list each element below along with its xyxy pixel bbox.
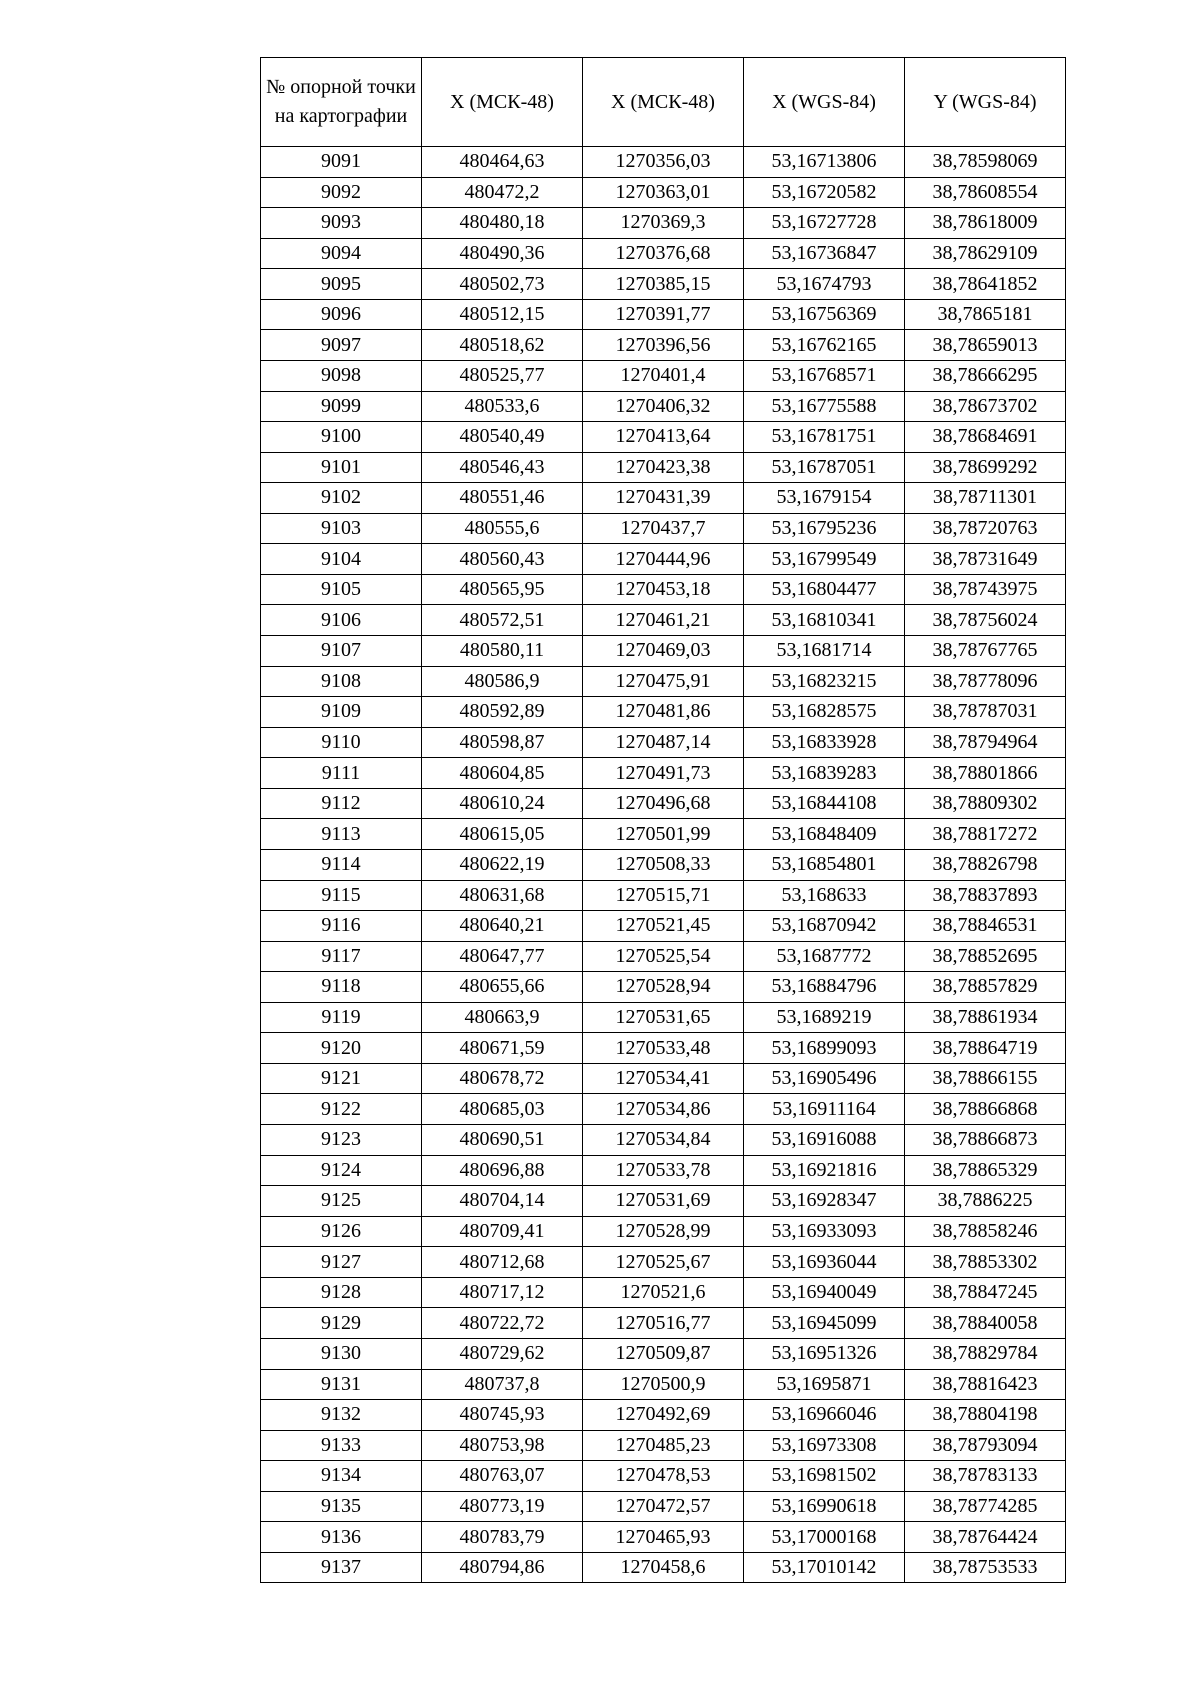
cell-point-number: 9112 [261, 788, 422, 819]
cell-x-msk48: 480671,59 [422, 1033, 583, 1064]
cell-x-msk48-second: 1270492,69 [583, 1400, 744, 1431]
coordinates-table [260, 57, 1066, 1583]
table-row [261, 1369, 1066, 1400]
cell-y-wgs84: 38,78801866 [905, 758, 1066, 789]
cell-x-msk48-second: 1270481,86 [583, 697, 744, 728]
cell-y-wgs84: 38,78641852 [905, 269, 1066, 300]
table-row [261, 1400, 1066, 1431]
table-row [261, 452, 1066, 483]
cell-y-wgs84: 38,78711301 [905, 483, 1066, 514]
cell-point-number: 9129 [261, 1308, 422, 1339]
cell-x-msk48: 480709,41 [422, 1216, 583, 1247]
cell-x-msk48-second: 1270508,33 [583, 849, 744, 880]
header-y-wgs84: Y (WGS-84) [905, 58, 1066, 147]
header-x-msk48: X (МСК-48) [422, 58, 583, 147]
header-point-number: № опорной точки на картографии [261, 58, 422, 147]
table-row [261, 544, 1066, 575]
cell-x-msk48-second: 1270356,03 [583, 147, 744, 178]
cell-x-msk48: 480615,05 [422, 819, 583, 850]
cell-y-wgs84: 38,78857829 [905, 972, 1066, 1003]
cell-y-wgs84: 38,78793094 [905, 1430, 1066, 1461]
table-row [261, 1033, 1066, 1064]
cell-point-number: 9124 [261, 1155, 422, 1186]
table-row [261, 1002, 1066, 1033]
table-row [261, 574, 1066, 605]
cell-x-msk48: 480551,46 [422, 483, 583, 514]
cell-y-wgs84: 38,78817272 [905, 819, 1066, 850]
cell-x-msk48: 480580,11 [422, 636, 583, 667]
table-row [261, 177, 1066, 208]
cell-x-msk48: 480546,43 [422, 452, 583, 483]
cell-point-number: 9135 [261, 1491, 422, 1522]
cell-x-msk48-second: 1270475,91 [583, 666, 744, 697]
cell-x-wgs84: 53,1679154 [744, 483, 905, 514]
cell-x-wgs84: 53,16911164 [744, 1094, 905, 1125]
cell-y-wgs84: 38,78731649 [905, 544, 1066, 575]
cell-x-msk48-second: 1270533,48 [583, 1033, 744, 1064]
table-row [261, 1522, 1066, 1553]
cell-point-number: 9102 [261, 483, 422, 514]
cell-y-wgs84: 38,78866868 [905, 1094, 1066, 1125]
cell-x-msk48-second: 1270525,67 [583, 1247, 744, 1278]
cell-point-number: 9104 [261, 544, 422, 575]
cell-point-number: 9134 [261, 1461, 422, 1492]
cell-y-wgs84: 38,78809302 [905, 788, 1066, 819]
cell-x-msk48: 480685,03 [422, 1094, 583, 1125]
cell-x-msk48-second: 1270521,45 [583, 911, 744, 942]
table-header [261, 58, 1066, 147]
table-row [261, 360, 1066, 391]
cell-y-wgs84: 38,78699292 [905, 452, 1066, 483]
cell-x-wgs84: 53,16945099 [744, 1308, 905, 1339]
cell-x-msk48-second: 1270385,15 [583, 269, 744, 300]
cell-x-msk48-second: 1270528,99 [583, 1216, 744, 1247]
table-row [261, 941, 1066, 972]
cell-point-number: 9121 [261, 1063, 422, 1094]
cell-x-wgs84: 53,16981502 [744, 1461, 905, 1492]
cell-point-number: 9092 [261, 177, 422, 208]
table-row [261, 1094, 1066, 1125]
cell-x-msk48-second: 1270465,93 [583, 1522, 744, 1553]
cell-y-wgs84: 38,78764424 [905, 1522, 1066, 1553]
cell-x-msk48-second: 1270391,77 [583, 299, 744, 330]
table-row [261, 1491, 1066, 1522]
cell-x-msk48-second: 1270496,68 [583, 788, 744, 819]
cell-y-wgs84: 38,78865329 [905, 1155, 1066, 1186]
cell-y-wgs84: 38,78847245 [905, 1277, 1066, 1308]
cell-x-msk48: 480640,21 [422, 911, 583, 942]
table-row [261, 1155, 1066, 1186]
cell-x-msk48: 480690,51 [422, 1125, 583, 1156]
cell-x-wgs84: 53,16810341 [744, 605, 905, 636]
cell-x-msk48-second: 1270453,18 [583, 574, 744, 605]
cell-x-msk48: 480678,72 [422, 1063, 583, 1094]
cell-x-msk48-second: 1270458,6 [583, 1552, 744, 1583]
cell-point-number: 9106 [261, 605, 422, 636]
cell-y-wgs84: 38,78618009 [905, 208, 1066, 239]
cell-x-msk48: 480783,79 [422, 1522, 583, 1553]
cell-x-msk48-second: 1270478,53 [583, 1461, 744, 1492]
cell-x-msk48: 480717,12 [422, 1277, 583, 1308]
cell-point-number: 9118 [261, 972, 422, 1003]
cell-x-wgs84: 53,16736847 [744, 238, 905, 269]
cell-x-wgs84: 53,16940049 [744, 1277, 905, 1308]
cell-x-wgs84: 53,16916088 [744, 1125, 905, 1156]
cell-x-msk48: 480464,63 [422, 147, 583, 178]
cell-x-msk48: 480533,6 [422, 391, 583, 422]
cell-x-msk48: 480540,49 [422, 422, 583, 453]
table-row [261, 1461, 1066, 1492]
cell-y-wgs84: 38,78826798 [905, 849, 1066, 880]
cell-point-number: 9114 [261, 849, 422, 880]
cell-point-number: 9116 [261, 911, 422, 942]
table-row [261, 269, 1066, 300]
cell-point-number: 9119 [261, 1002, 422, 1033]
cell-x-msk48: 480773,19 [422, 1491, 583, 1522]
cell-x-msk48-second: 1270469,03 [583, 636, 744, 667]
table-body [261, 147, 1066, 1583]
table-row [261, 788, 1066, 819]
table-row [261, 1308, 1066, 1339]
cell-point-number: 9127 [261, 1247, 422, 1278]
table-row [261, 299, 1066, 330]
table-row [261, 1277, 1066, 1308]
table-row [261, 605, 1066, 636]
cell-point-number: 9122 [261, 1094, 422, 1125]
cell-x-msk48-second: 1270485,23 [583, 1430, 744, 1461]
cell-x-msk48: 480647,77 [422, 941, 583, 972]
cell-y-wgs84: 38,78659013 [905, 330, 1066, 361]
table-row [261, 1186, 1066, 1217]
cell-y-wgs84: 38,7865181 [905, 299, 1066, 330]
cell-y-wgs84: 38,78787031 [905, 697, 1066, 728]
table-row [261, 1338, 1066, 1369]
cell-x-msk48-second: 1270516,77 [583, 1308, 744, 1339]
cell-y-wgs84: 38,78816423 [905, 1369, 1066, 1400]
cell-y-wgs84: 38,78840058 [905, 1308, 1066, 1339]
cell-point-number: 9136 [261, 1522, 422, 1553]
cell-x-wgs84: 53,16823215 [744, 666, 905, 697]
cell-x-wgs84: 53,16884796 [744, 972, 905, 1003]
cell-x-msk48-second: 1270472,57 [583, 1491, 744, 1522]
table-row [261, 483, 1066, 514]
cell-x-msk48: 480622,19 [422, 849, 583, 880]
cell-y-wgs84: 38,78846531 [905, 911, 1066, 942]
cell-y-wgs84: 38,78673702 [905, 391, 1066, 422]
cell-x-wgs84: 53,16854801 [744, 849, 905, 880]
cell-y-wgs84: 38,78837893 [905, 880, 1066, 911]
cell-x-msk48-second: 1270521,6 [583, 1277, 744, 1308]
cell-x-msk48-second: 1270423,38 [583, 452, 744, 483]
table-row [261, 1125, 1066, 1156]
cell-y-wgs84: 38,78684691 [905, 422, 1066, 453]
cell-x-wgs84: 53,16844108 [744, 788, 905, 819]
cell-x-msk48: 480592,89 [422, 697, 583, 728]
cell-y-wgs84: 38,78852695 [905, 941, 1066, 972]
cell-x-msk48: 480502,73 [422, 269, 583, 300]
cell-x-msk48-second: 1270525,54 [583, 941, 744, 972]
cell-x-msk48: 480472,2 [422, 177, 583, 208]
cell-y-wgs84: 38,78864719 [905, 1033, 1066, 1064]
cell-x-msk48: 480610,24 [422, 788, 583, 819]
cell-point-number: 9126 [261, 1216, 422, 1247]
cell-x-wgs84: 53,16833928 [744, 727, 905, 758]
cell-x-msk48-second: 1270534,84 [583, 1125, 744, 1156]
cell-x-wgs84: 53,16870942 [744, 911, 905, 942]
cell-x-msk48: 480696,88 [422, 1155, 583, 1186]
cell-point-number: 9096 [261, 299, 422, 330]
cell-point-number: 9105 [261, 574, 422, 605]
cell-point-number: 9103 [261, 513, 422, 544]
cell-x-msk48: 480794,86 [422, 1552, 583, 1583]
cell-x-msk48-second: 1270376,68 [583, 238, 744, 269]
cell-x-msk48: 480598,87 [422, 727, 583, 758]
cell-x-msk48-second: 1270500,9 [583, 1369, 744, 1400]
table-row [261, 849, 1066, 880]
table-row [261, 1552, 1066, 1583]
cell-x-wgs84: 53,16973308 [744, 1430, 905, 1461]
table-row [261, 422, 1066, 453]
cell-x-msk48-second: 1270509,87 [583, 1338, 744, 1369]
table-row [261, 819, 1066, 850]
cell-y-wgs84: 38,78629109 [905, 238, 1066, 269]
cell-point-number: 9091 [261, 147, 422, 178]
cell-x-wgs84: 53,16848409 [744, 819, 905, 850]
cell-x-wgs84: 53,1687772 [744, 941, 905, 972]
cell-x-wgs84: 53,16781751 [744, 422, 905, 453]
cell-x-msk48-second: 1270533,78 [583, 1155, 744, 1186]
cell-point-number: 9098 [261, 360, 422, 391]
cell-y-wgs84: 38,78666295 [905, 360, 1066, 391]
cell-x-msk48: 480663,9 [422, 1002, 583, 1033]
cell-point-number: 9131 [261, 1369, 422, 1400]
cell-x-msk48-second: 1270406,32 [583, 391, 744, 422]
cell-x-msk48: 480745,93 [422, 1400, 583, 1431]
cell-x-wgs84: 53,1681714 [744, 636, 905, 667]
cell-point-number: 9108 [261, 666, 422, 697]
cell-point-number: 9115 [261, 880, 422, 911]
cell-x-msk48-second: 1270534,41 [583, 1063, 744, 1094]
cell-x-msk48-second: 1270534,86 [583, 1094, 744, 1125]
cell-y-wgs84: 38,78861934 [905, 1002, 1066, 1033]
cell-x-msk48-second: 1270491,73 [583, 758, 744, 789]
cell-y-wgs84: 38,78866873 [905, 1125, 1066, 1156]
table-row [261, 1216, 1066, 1247]
cell-x-msk48: 480729,62 [422, 1338, 583, 1369]
cell-x-wgs84: 53,16713806 [744, 147, 905, 178]
table-row [261, 238, 1066, 269]
cell-y-wgs84: 38,78743975 [905, 574, 1066, 605]
cell-point-number: 9107 [261, 636, 422, 667]
table-row [261, 208, 1066, 239]
cell-x-msk48: 480518,62 [422, 330, 583, 361]
cell-point-number: 9130 [261, 1338, 422, 1369]
cell-point-number: 9117 [261, 941, 422, 972]
cell-point-number: 9099 [261, 391, 422, 422]
header-x-msk48-second: X (МСК-48) [583, 58, 744, 147]
cell-x-wgs84: 53,16727728 [744, 208, 905, 239]
cell-x-msk48-second: 1270528,94 [583, 972, 744, 1003]
table-row [261, 391, 1066, 422]
cell-x-msk48: 480560,43 [422, 544, 583, 575]
cell-x-wgs84: 53,16768571 [744, 360, 905, 391]
cell-x-wgs84: 53,16720582 [744, 177, 905, 208]
cell-x-wgs84: 53,16804477 [744, 574, 905, 605]
table-row [261, 972, 1066, 1003]
cell-x-wgs84: 53,16787051 [744, 452, 905, 483]
cell-x-wgs84: 53,16990618 [744, 1491, 905, 1522]
header-row [261, 58, 1066, 147]
cell-x-msk48-second: 1270461,21 [583, 605, 744, 636]
cell-x-msk48-second: 1270437,7 [583, 513, 744, 544]
cell-x-msk48: 480712,68 [422, 1247, 583, 1278]
cell-x-wgs84: 53,16795236 [744, 513, 905, 544]
cell-y-wgs84: 38,78858246 [905, 1216, 1066, 1247]
cell-y-wgs84: 38,78794964 [905, 727, 1066, 758]
cell-y-wgs84: 38,78866155 [905, 1063, 1066, 1094]
table-row [261, 636, 1066, 667]
cell-point-number: 9095 [261, 269, 422, 300]
cell-x-wgs84: 53,16966046 [744, 1400, 905, 1431]
cell-x-wgs84: 53,16839283 [744, 758, 905, 789]
cell-x-msk48: 480525,77 [422, 360, 583, 391]
cell-x-wgs84: 53,16762165 [744, 330, 905, 361]
cell-x-wgs84: 53,17010142 [744, 1552, 905, 1583]
table-row [261, 666, 1066, 697]
cell-y-wgs84: 38,78783133 [905, 1461, 1066, 1492]
cell-x-msk48-second: 1270363,01 [583, 177, 744, 208]
cell-x-msk48-second: 1270515,71 [583, 880, 744, 911]
table-row [261, 727, 1066, 758]
table-row [261, 880, 1066, 911]
cell-x-wgs84: 53,16933093 [744, 1216, 905, 1247]
cell-y-wgs84: 38,78778096 [905, 666, 1066, 697]
table-row [261, 1430, 1066, 1461]
cell-y-wgs84: 38,78608554 [905, 177, 1066, 208]
cell-x-msk48-second: 1270487,14 [583, 727, 744, 758]
cell-x-msk48: 480737,8 [422, 1369, 583, 1400]
cell-x-wgs84: 53,16899093 [744, 1033, 905, 1064]
cell-point-number: 9109 [261, 697, 422, 728]
cell-point-number: 9120 [261, 1033, 422, 1064]
cell-y-wgs84: 38,78756024 [905, 605, 1066, 636]
cell-x-msk48: 480655,66 [422, 972, 583, 1003]
cell-x-wgs84: 53,16756369 [744, 299, 905, 330]
cell-x-wgs84: 53,1695871 [744, 1369, 905, 1400]
cell-x-msk48-second: 1270413,64 [583, 422, 744, 453]
cell-x-msk48: 480490,36 [422, 238, 583, 269]
cell-x-msk48: 480763,07 [422, 1461, 583, 1492]
table-row [261, 697, 1066, 728]
cell-point-number: 9093 [261, 208, 422, 239]
cell-point-number: 9094 [261, 238, 422, 269]
cell-point-number: 9111 [261, 758, 422, 789]
cell-x-msk48-second: 1270431,39 [583, 483, 744, 514]
cell-x-msk48: 480722,72 [422, 1308, 583, 1339]
cell-x-wgs84: 53,16921816 [744, 1155, 905, 1186]
cell-x-msk48-second: 1270369,3 [583, 208, 744, 239]
cell-x-msk48-second: 1270444,96 [583, 544, 744, 575]
cell-point-number: 9100 [261, 422, 422, 453]
cell-x-msk48: 480631,68 [422, 880, 583, 911]
cell-point-number: 9125 [261, 1186, 422, 1217]
cell-x-msk48-second: 1270401,4 [583, 360, 744, 391]
cell-point-number: 9101 [261, 452, 422, 483]
cell-x-wgs84: 53,16936044 [744, 1247, 905, 1278]
cell-y-wgs84: 38,78720763 [905, 513, 1066, 544]
cell-y-wgs84: 38,78767765 [905, 636, 1066, 667]
cell-y-wgs84: 38,78753533 [905, 1552, 1066, 1583]
cell-point-number: 9123 [261, 1125, 422, 1156]
cell-point-number: 9110 [261, 727, 422, 758]
cell-x-msk48-second: 1270396,56 [583, 330, 744, 361]
cell-x-msk48-second: 1270501,99 [583, 819, 744, 850]
cell-point-number: 9133 [261, 1430, 422, 1461]
cell-x-msk48: 480586,9 [422, 666, 583, 697]
cell-x-msk48: 480565,95 [422, 574, 583, 605]
cell-x-wgs84: 53,16905496 [744, 1063, 905, 1094]
cell-point-number: 9097 [261, 330, 422, 361]
cell-x-msk48: 480753,98 [422, 1430, 583, 1461]
table-row [261, 1247, 1066, 1278]
cell-point-number: 9137 [261, 1552, 422, 1583]
cell-x-wgs84: 53,168633 [744, 880, 905, 911]
table-row [261, 513, 1066, 544]
table-row [261, 1063, 1066, 1094]
cell-x-msk48: 480604,85 [422, 758, 583, 789]
cell-x-msk48: 480572,51 [422, 605, 583, 636]
cell-x-msk48: 480704,14 [422, 1186, 583, 1217]
table-row [261, 330, 1066, 361]
cell-x-wgs84: 53,1689219 [744, 1002, 905, 1033]
cell-y-wgs84: 38,78774285 [905, 1491, 1066, 1522]
cell-point-number: 9128 [261, 1277, 422, 1308]
cell-point-number: 9113 [261, 819, 422, 850]
cell-x-wgs84: 53,16951326 [744, 1338, 905, 1369]
header-x-wgs84: X (WGS-84) [744, 58, 905, 147]
cell-y-wgs84: 38,7886225 [905, 1186, 1066, 1217]
cell-x-msk48-second: 1270531,69 [583, 1186, 744, 1217]
cell-point-number: 9132 [261, 1400, 422, 1431]
cell-x-wgs84: 53,16828575 [744, 697, 905, 728]
cell-x-wgs84: 53,1674793 [744, 269, 905, 300]
cell-y-wgs84: 38,78804198 [905, 1400, 1066, 1431]
cell-x-msk48: 480480,18 [422, 208, 583, 239]
table-row [261, 147, 1066, 178]
cell-x-wgs84: 53,17000168 [744, 1522, 905, 1553]
table-row [261, 758, 1066, 789]
cell-x-wgs84: 53,16775588 [744, 391, 905, 422]
cell-y-wgs84: 38,78598069 [905, 147, 1066, 178]
cell-x-wgs84: 53,16928347 [744, 1186, 905, 1217]
cell-x-msk48-second: 1270531,65 [583, 1002, 744, 1033]
cell-x-msk48: 480555,6 [422, 513, 583, 544]
cell-x-wgs84: 53,16799549 [744, 544, 905, 575]
cell-y-wgs84: 38,78853302 [905, 1247, 1066, 1278]
table-row [261, 911, 1066, 942]
cell-y-wgs84: 38,78829784 [905, 1338, 1066, 1369]
cell-x-msk48: 480512,15 [422, 299, 583, 330]
